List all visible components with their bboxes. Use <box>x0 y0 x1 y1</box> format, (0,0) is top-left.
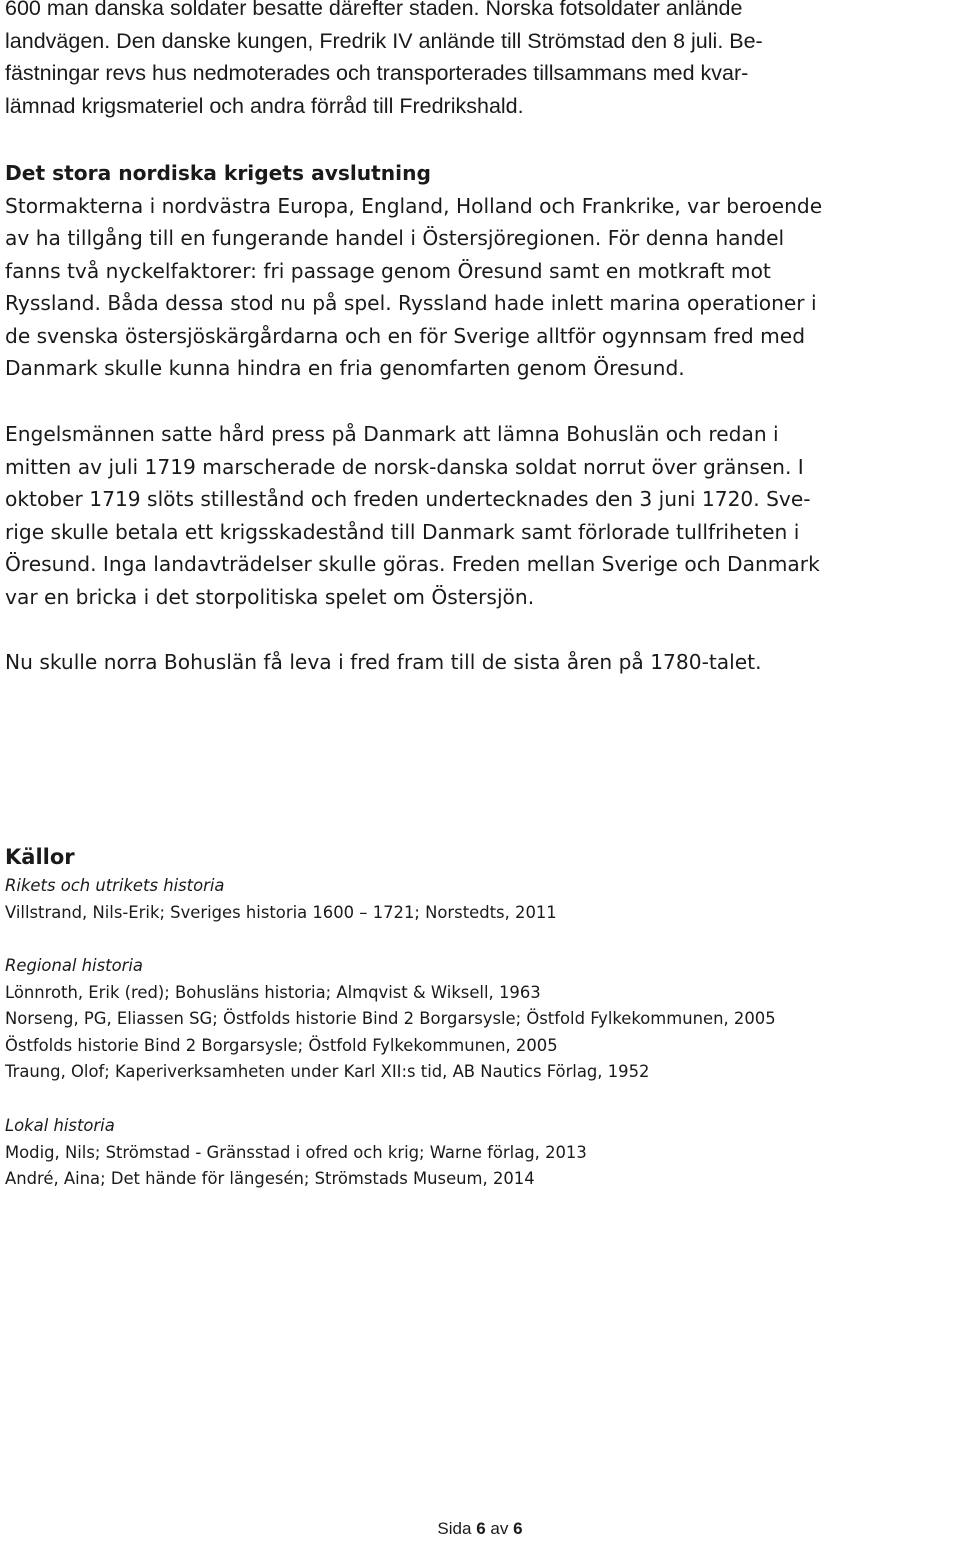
source-item: Lönnroth, Erik (red); Bohusläns historia; Almqvist & Wiksell, 1963 <box>5 982 541 1002</box>
page-label: Sida <box>437 1519 472 1538</box>
paragraph-line: var en bricka i det storpolitiska spelet om Östersjön. <box>5 584 535 609</box>
intro-line: 600 man danska soldater besatte därefter staden. Norska fotsoldater anlände <box>5 0 743 20</box>
sources-group-national <box>5 873 960 926</box>
paragraph-line: fanns två nyckelfaktorer: fri passage genom Öresund samt en motkraft mot <box>5 258 771 283</box>
sources-group-regional <box>5 953 960 1086</box>
paragraph-line: Ryssland. Båda dessa stod nu på spel. Ryssland hade inlett marina operationer i <box>5 291 817 315</box>
intro-line: landvägen. Den danske kungen, Fredrik IV anlände till Strömstad den 8 juli. Be- <box>5 28 763 53</box>
section-paragraph-2 <box>5 418 960 613</box>
section-heading: Det stora nordiska krigets avslutning <box>5 161 431 185</box>
paragraph-line: oktober 1719 slöts stillestånd och freden undertecknades den 3 juni 1720. Sve- <box>5 487 811 511</box>
paragraph-line: Danmark skulle kunna hindra en fria genomfarten genom Öresund. <box>5 356 685 380</box>
paragraph-line: av ha tillgång till en fungerande handel i Östersjöregionen. För denna handel <box>5 226 785 250</box>
intro-line: lämnad krigsmateriel och andra förråd till Fredrikshald. <box>5 93 524 118</box>
source-item: Norseng, PG, Eliassen SG; Östfolds historie Bind 2 Borgarsysle; Östfold Fylkekommunen, 2005 <box>5 1009 776 1028</box>
sources-category: Regional historia <box>5 956 143 975</box>
paragraph-line: Engelsmännen satte hård press på Danmark att lämna Bohuslän och redan i <box>5 422 779 446</box>
section-paragraph-3 <box>5 646 960 679</box>
paragraph-line: rige skulle betala ett krigsskadestånd till Danmark samt förlorade tullfriheten i <box>5 519 800 544</box>
source-item: Villstrand, Nils-Erik; Sveriges historia 1600 – 1721; Norstedts, 2011 <box>5 902 557 922</box>
paragraph-line: de svenska östersjöskärgårdarna och en för Sverige alltför ogynnsam fred med <box>5 323 806 348</box>
page-separator: av <box>490 1519 509 1538</box>
sources-category: Lokal historia <box>5 1116 115 1135</box>
paragraph-line: mitten av juli 1719 marscherade de norsk-danska soldat norrut över gränsen. I <box>5 454 804 479</box>
source-item: André, Aina; Det hände för längesén; Strömstads Museum, 2014 <box>5 1169 535 1188</box>
section-paragraph-1 <box>5 157 960 385</box>
source-item: Traung, Olof; Kaperiverksamheten under Karl XII:s tid, AB Nautics Förlag, 1952 <box>5 1062 650 1081</box>
source-item: Östfolds historie Bind 2 Borgarsysle; Östfold Fylkekommunen, 2005 <box>5 1035 558 1055</box>
paragraph-line: Nu skulle norra Bohuslän få leva i fred fram till de sista åren på 1780-talet. <box>5 650 762 674</box>
page-current: 6 <box>476 1519 486 1538</box>
page-footer <box>0 1519 960 1539</box>
sources-group-local <box>5 1113 960 1193</box>
paragraph-line: Stormakterna i nordvästra Europa, England, Holland och Frankrike, var beroende <box>5 193 823 218</box>
intro-line: fästningar revs hus nedmoterades och transporterades tillsammans med kvar- <box>5 61 749 85</box>
paragraph-line: Öresund. Inga landavträdelser skulle göras. Freden mellan Sverige och Danmark <box>5 552 820 576</box>
intro-paragraph <box>5 0 955 122</box>
page-total: 6 <box>513 1519 523 1538</box>
source-item: Modig, Nils; Strömstad - Gränsstad i ofred och krig; Warne förlag, 2013 <box>5 1142 587 1162</box>
sources-title: Källor <box>5 845 75 869</box>
sources-category: Rikets och utrikets historia <box>5 876 225 895</box>
